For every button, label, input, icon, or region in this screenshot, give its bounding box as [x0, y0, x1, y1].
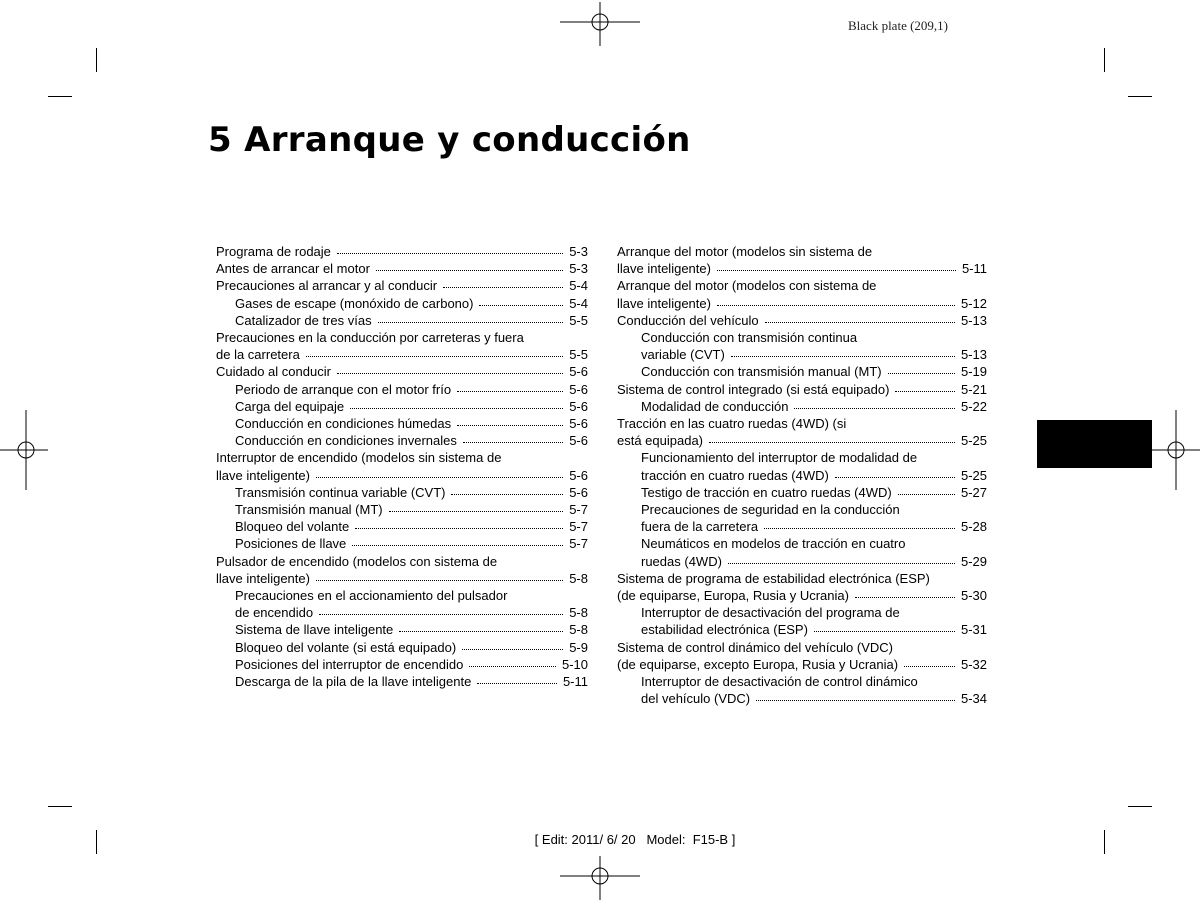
toc-entry[interactable] [617, 329, 987, 363]
toc-entry-text: Precauciones en la conducción por carreteras y fuera [216, 330, 524, 346]
toc-entry-text: del vehículo (VDC) [641, 691, 751, 707]
dot-leader [350, 396, 563, 409]
toc-page-number: 5-6 [569, 467, 588, 483]
toc-entry[interactable] [617, 501, 987, 535]
dot-leader [463, 430, 563, 443]
toc-entry[interactable] [216, 553, 588, 587]
toc-entry-text: Testigo de tracción en cuatro ruedas (4WD) [641, 484, 892, 500]
toc-entry-text: Funcionamiento del interruptor de modalidad de [641, 450, 918, 466]
dot-leader [814, 619, 955, 632]
toc-entry[interactable] [617, 312, 987, 329]
dot-leader [443, 275, 563, 288]
toc-page-number: 5-21 [960, 381, 987, 397]
dot-leader [462, 637, 563, 650]
dot-leader [479, 293, 563, 306]
toc-entry-text: Periodo de arranque con el motor frío [235, 381, 452, 397]
toc-entry[interactable] [216, 329, 588, 363]
toc-entry-text: Modalidad de conducción [641, 398, 789, 414]
toc-page-number: 5-5 [569, 312, 588, 328]
toc-entry-text: Conducción con transmisión continua [641, 330, 858, 346]
toc-entry-text: Precauciones de seguridad en la conducción [641, 502, 900, 518]
toc-entry-text: Cuidado al conducir [216, 364, 331, 380]
toc-page-number: 5-4 [569, 278, 588, 294]
toc-page-number: 5-11 [562, 674, 588, 690]
toc-entry-text: Posiciones de llave [235, 536, 347, 552]
dot-leader [756, 688, 955, 701]
toc-entry-text: Conducción en condiciones invernales [235, 433, 457, 449]
toc-entry-text: Interruptor de encendido (modelos sin sistema de [216, 450, 502, 466]
toc-entry-text: estabilidad electrónica (ESP) [641, 622, 808, 638]
dot-leader [895, 379, 955, 392]
toc-page-number: 5-19 [960, 364, 987, 380]
toc-entry-text: llave inteligente) [216, 570, 310, 586]
dot-leader [376, 258, 563, 271]
toc-entry-text: de la carretera [216, 347, 300, 363]
toc-page-number: 5-7 [569, 536, 588, 552]
toc-entry[interactable] [216, 449, 588, 483]
dot-leader [457, 413, 563, 426]
toc-page-number: 5-6 [569, 398, 588, 414]
dot-leader [352, 533, 563, 546]
toc-entry-text: Transmisión manual (MT) [235, 502, 383, 518]
toc-page-number: 5-7 [569, 519, 588, 535]
toc-page-number: 5-6 [569, 381, 588, 397]
toc-entry-text: Interruptor de desactivación de control dinámico [641, 674, 918, 690]
toc-entry-text: (de equiparse, Europa, Rusia y Ucrania) [617, 588, 849, 604]
toc-entry-text: Sistema de control integrado (si está equipado) [617, 381, 890, 397]
toc-entry[interactable] [216, 535, 588, 552]
toc-page-number: 5-22 [960, 398, 987, 414]
dot-leader [451, 482, 563, 495]
dot-leader [717, 258, 956, 271]
dot-leader [794, 396, 955, 409]
toc-page-number: 5-8 [569, 622, 588, 638]
toc-entry-text: tracción en cuatro ruedas (4WD) [641, 467, 829, 483]
toc-entry-text: Conducción con transmisión manual (MT) [641, 364, 882, 380]
dot-leader [728, 551, 955, 564]
dot-leader [765, 310, 955, 323]
toc-page-number: 5-13 [960, 347, 987, 363]
toc-entry-text: Sistema de programa de estabilidad electrónica (ESP) [617, 570, 930, 586]
dot-leader [709, 430, 955, 443]
footer-edit-info: [ Edit: 2011/ 6/ 20 Model: F15-B ] [534, 832, 736, 847]
plate-label: Black plate (209,1) [848, 18, 948, 33]
toc-entry[interactable] [617, 484, 987, 501]
crop-mark [1128, 806, 1152, 807]
toc-entry-text: Bloqueo del volante [235, 519, 350, 535]
crop-mark [1104, 48, 1105, 72]
dot-leader [717, 293, 955, 306]
toc-entry-text: fuera de la carretera [641, 519, 759, 535]
toc-entry[interactable] [216, 312, 588, 329]
toc-entry[interactable] [617, 570, 987, 604]
toc-page-number: 5-5 [569, 347, 588, 363]
dot-leader [477, 671, 557, 684]
toc-entry-text: Transmisión continua variable (CVT) [235, 484, 446, 500]
dot-leader [731, 344, 955, 357]
chapter-tab [1037, 420, 1152, 468]
toc-entry-text: Sistema de control dinámico del vehículo (VDC) [617, 639, 894, 655]
toc-entry-text: llave inteligente) [617, 261, 711, 277]
registration-mark-bottom [560, 856, 640, 900]
toc-entry-text: Tracción en las cuatro ruedas (4WD) (si [617, 416, 847, 432]
dot-leader [855, 585, 955, 598]
dot-leader [904, 654, 955, 667]
toc-entry-text: Interruptor de desactivación del programa de [641, 605, 900, 621]
toc-entry[interactable] [216, 673, 588, 690]
chapter-title: 5 Arranque y conducción [208, 120, 691, 160]
dot-leader [399, 619, 563, 632]
crop-mark [1128, 96, 1152, 97]
toc-entry-text: Conducción del vehículo [617, 312, 759, 328]
toc-page-number: 5-30 [960, 588, 987, 604]
toc-entry-text: variable (CVT) [641, 347, 725, 363]
toc-entry-text: Antes de arrancar el motor [216, 261, 370, 277]
toc-page-number: 5-4 [569, 295, 588, 311]
toc-entry[interactable] [617, 398, 987, 415]
dot-leader [319, 602, 563, 615]
toc-entry-text: Descarga de la pila de la llave inteligente [235, 674, 472, 690]
toc-entry-text: Programa de rodaje [216, 244, 331, 259]
toc-left-column [216, 243, 588, 690]
toc-entry[interactable] [617, 604, 987, 638]
toc-entry[interactable] [617, 535, 987, 569]
dot-leader [316, 568, 563, 581]
registration-mark-right [1152, 410, 1200, 490]
toc-page-number: 5-13 [960, 312, 987, 328]
toc-entry-text: Sistema de llave inteligente [235, 622, 394, 638]
toc-page-number: 5-3 [569, 244, 588, 259]
toc-entry[interactable] [216, 432, 588, 449]
toc-entry-text: Carga del equipaje [235, 398, 345, 414]
toc-page-number: 5-25 [960, 467, 987, 483]
toc-page-number: 5-9 [569, 639, 588, 655]
toc-entry-text: llave inteligente) [617, 295, 711, 311]
toc-entry-text: llave inteligente) [216, 467, 310, 483]
dot-leader [378, 310, 564, 323]
toc-entry-text: de encendido [235, 605, 314, 621]
dot-leader [389, 499, 564, 512]
toc-page-number: 5-27 [960, 484, 987, 500]
toc-entry-text: Precauciones en el accionamiento del pulsador [235, 588, 508, 604]
registration-mark-top [560, 2, 640, 46]
toc-entry[interactable] [617, 639, 987, 673]
toc-entry-text: Conducción en condiciones húmedas [235, 416, 452, 432]
crop-mark [96, 48, 97, 72]
toc-page-number: 5-32 [960, 656, 987, 672]
toc-entry-text: Arranque del motor (modelos con sistema de [617, 278, 877, 294]
toc-page-number: 5-12 [960, 295, 987, 311]
dot-leader [457, 379, 563, 392]
toc-entry[interactable] [617, 277, 987, 311]
toc-entry[interactable] [216, 587, 588, 621]
toc-entry-text: está equipada) [617, 433, 704, 449]
toc-right-column [617, 243, 987, 707]
toc-entry-text: Gases de escape (monóxido de carbono) [235, 295, 474, 311]
crop-mark [48, 806, 72, 807]
toc-entry-text: Neumáticos en modelos de tracción en cuatro [641, 536, 906, 552]
dot-leader [355, 516, 563, 529]
toc-page-number: 5-3 [569, 261, 588, 277]
toc-page-number: 5-11 [961, 261, 987, 277]
toc-page-number: 5-6 [569, 484, 588, 500]
toc-entry-text: Catalizador de tres vías [235, 312, 372, 328]
dot-leader [835, 465, 955, 478]
toc-entry-text: Bloqueo del volante (si está equipado) [235, 639, 457, 655]
toc-entry-text: Pulsador de encendido (modelos con sistema de [216, 553, 498, 569]
toc-entry-text: Precauciones al arrancar y al conducir [216, 278, 438, 294]
dot-leader [337, 241, 563, 254]
dot-leader [764, 516, 955, 529]
dot-leader [316, 465, 563, 478]
toc-entry-text: ruedas (4WD) [641, 553, 722, 569]
toc-entry-text: Posiciones del interruptor de encendido [235, 656, 464, 672]
toc-entry-text: Arranque del motor (modelos sin sistema de [617, 244, 873, 259]
toc-page-number: 5-29 [960, 553, 987, 569]
dot-leader [337, 361, 563, 374]
dot-leader [469, 654, 556, 667]
toc-entry[interactable] [617, 673, 987, 707]
toc-page-number: 5-28 [960, 519, 987, 535]
toc-page-number: 5-6 [569, 433, 588, 449]
toc-entry-text: (de equiparse, excepto Europa, Rusia y Ucrania) [617, 656, 899, 672]
dot-leader [306, 344, 563, 357]
toc-page-number: 5-25 [960, 433, 987, 449]
dot-leader [898, 482, 955, 495]
toc-page-number: 5-8 [569, 605, 588, 621]
crop-mark [48, 96, 72, 97]
toc-entry[interactable] [617, 243, 987, 277]
toc-page-number: 5-7 [569, 502, 588, 518]
toc-page-number: 5-6 [569, 364, 588, 380]
dot-leader [888, 361, 955, 374]
toc-page-number: 5-8 [569, 570, 588, 586]
toc-page-number: 5-31 [960, 622, 987, 638]
toc-page-number: 5-10 [561, 656, 588, 672]
toc-page-number: 5-34 [960, 691, 987, 707]
toc-entry[interactable] [617, 449, 987, 483]
toc-page-number: 5-6 [569, 416, 588, 432]
registration-mark-left [0, 410, 48, 490]
toc-entry[interactable] [617, 415, 987, 449]
